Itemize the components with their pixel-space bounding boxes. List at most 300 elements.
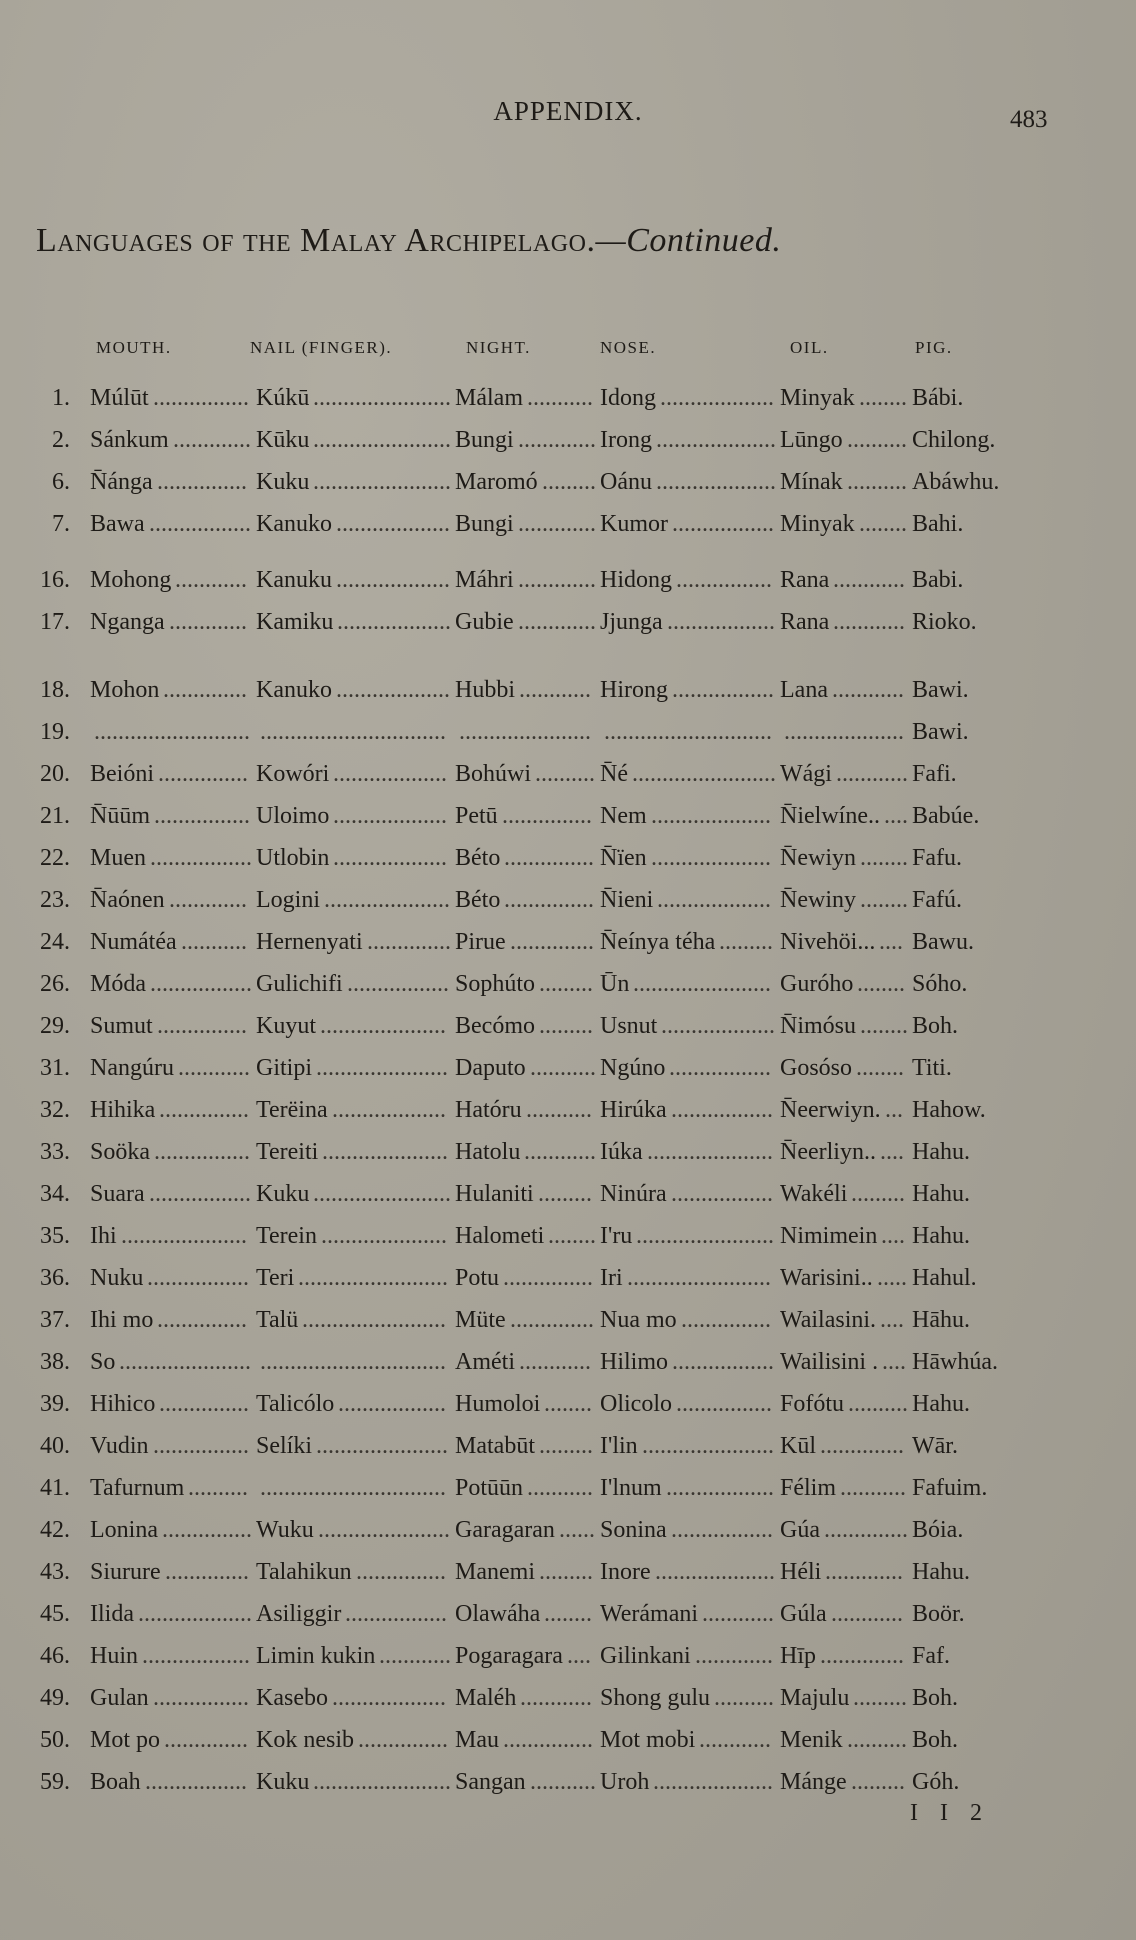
table-row bbox=[0, 1685, 1136, 1721]
cell-nose: Nua mo bbox=[600, 1307, 677, 1333]
row-number: 34. bbox=[40, 1181, 70, 1207]
cell-nose: Usnut bbox=[600, 1013, 658, 1039]
leader-dots: .... bbox=[880, 1307, 904, 1333]
cell-mouth: Lonina bbox=[90, 1517, 158, 1543]
cell-mouth: Ihi mo bbox=[90, 1307, 154, 1333]
leader-dots: ......... bbox=[539, 1433, 593, 1459]
cell-oil: N̄imósu bbox=[780, 1013, 857, 1039]
cell-nail: Kuku bbox=[256, 469, 310, 495]
cell-pig: Hahu. bbox=[912, 1223, 970, 1249]
leader-dots: .............. bbox=[164, 1727, 248, 1753]
row-number: 18. bbox=[40, 677, 70, 703]
table-row bbox=[0, 567, 1136, 603]
cell-mouth: N̄ánga bbox=[90, 469, 153, 495]
row-number: 6. bbox=[52, 469, 70, 495]
cell-mouth: Sumut bbox=[90, 1013, 153, 1039]
leader-dots: .................... bbox=[656, 469, 776, 495]
cell-mouth: Hihico bbox=[90, 1391, 156, 1417]
leader-dots: ........................ bbox=[302, 1307, 446, 1333]
row-number: 37. bbox=[40, 1307, 70, 1333]
cell-nail: Limin kukin bbox=[256, 1643, 376, 1669]
cell-pig: Fafu. bbox=[912, 845, 962, 871]
cell-nail: Gulichifi bbox=[256, 971, 343, 997]
cell-nail: Kuku bbox=[256, 1769, 310, 1795]
leader-dots: ............... bbox=[157, 469, 247, 495]
cell-nail: Kowóri bbox=[256, 761, 330, 787]
leader-dots: ........... bbox=[181, 929, 247, 955]
row-number: 39. bbox=[40, 1391, 70, 1417]
leader-dots: ............... bbox=[159, 1391, 249, 1417]
cell-pig: Hahu. bbox=[912, 1559, 970, 1585]
cell-pig: Babi. bbox=[912, 567, 964, 593]
cell-night: Málam bbox=[455, 385, 523, 411]
leader-dots: ....................... bbox=[636, 1223, 774, 1249]
leader-dots: ............ bbox=[524, 1139, 596, 1165]
leader-dots: ................... bbox=[333, 761, 447, 787]
leader-dots: ............. bbox=[518, 511, 596, 537]
cell-nail: Kanuko bbox=[256, 511, 332, 537]
cell-night: Máhri bbox=[455, 567, 514, 593]
leader-dots: ................. bbox=[145, 1769, 247, 1795]
cell-pig: Hāhu. bbox=[912, 1307, 970, 1333]
cell-oil: Gúla bbox=[780, 1601, 827, 1627]
cell-nose: Kumor bbox=[600, 511, 668, 537]
cell-oil: Menik bbox=[780, 1727, 843, 1753]
cell-night: Bohúwi bbox=[455, 761, 532, 787]
leader-dots: ............... bbox=[503, 1265, 593, 1291]
cell-oil: Gúa bbox=[780, 1517, 820, 1543]
cell-nose: N̄ïen bbox=[600, 845, 647, 871]
cell-oil: Wailasini. bbox=[780, 1307, 877, 1333]
cell-mouth: Beióni bbox=[90, 761, 154, 787]
cell-oil: Kūl bbox=[780, 1433, 816, 1459]
leader-dots: .... bbox=[880, 1139, 904, 1165]
table-row bbox=[0, 971, 1136, 1007]
cell-night: Béto bbox=[455, 887, 501, 913]
cell-mouth: Soöka bbox=[90, 1139, 150, 1165]
row-number: 20. bbox=[40, 761, 70, 787]
cell-nose: N̄é bbox=[600, 761, 628, 787]
cell-nail: Utlobin bbox=[256, 845, 330, 871]
row-number: 19. bbox=[40, 719, 70, 745]
cell-oil: Wakéli bbox=[780, 1181, 848, 1207]
leader-dots: .... bbox=[879, 929, 903, 955]
leader-dots: ................. bbox=[149, 511, 251, 537]
cell-nose: N̄ieni bbox=[600, 887, 654, 913]
cell-night: Sangan bbox=[455, 1769, 526, 1795]
leader-dots: ......... bbox=[539, 1559, 593, 1585]
cell-nose: Iúka bbox=[600, 1139, 643, 1165]
leader-dots: ................... bbox=[337, 609, 451, 635]
leader-dots: ..................... bbox=[322, 1139, 448, 1165]
table-row bbox=[0, 803, 1136, 839]
leader-dots: .......... bbox=[535, 761, 595, 787]
cell-pig: Chilong. bbox=[912, 427, 996, 453]
cell-oil: Minyak bbox=[780, 511, 855, 537]
row-number: 21. bbox=[40, 803, 70, 829]
cell-pig: Hahu. bbox=[912, 1139, 970, 1165]
leader-dots: ................. bbox=[150, 845, 252, 871]
leader-dots: ........... bbox=[526, 1097, 592, 1123]
cell-nose: N̄eínya téha bbox=[600, 929, 716, 955]
row-number: 24. bbox=[40, 929, 70, 955]
leader-dots: ................. bbox=[669, 1055, 771, 1081]
cell-mouth: Sánkum bbox=[90, 427, 169, 453]
cell-mouth: Boah bbox=[90, 1769, 141, 1795]
cell-nail: Kamiku bbox=[256, 609, 334, 635]
leader-dots: ............................ bbox=[604, 719, 772, 745]
leader-dots: ......... bbox=[542, 469, 596, 495]
leader-dots: ......... bbox=[853, 1685, 907, 1711]
leader-dots: ............... bbox=[356, 1559, 446, 1585]
leader-dots: ........... bbox=[840, 1475, 906, 1501]
leader-dots: ............ bbox=[519, 677, 591, 703]
leader-dots: ............. bbox=[169, 887, 247, 913]
table-row bbox=[0, 845, 1136, 881]
cell-oil: Wági bbox=[780, 761, 832, 787]
leader-dots: ..................... bbox=[121, 1223, 247, 1249]
leader-dots: ...................... bbox=[642, 1433, 774, 1459]
leader-dots: ................. bbox=[345, 1601, 447, 1627]
leader-dots: ........................ bbox=[632, 761, 776, 787]
leader-dots: ............ bbox=[175, 567, 247, 593]
cell-pig: Góh. bbox=[912, 1769, 960, 1795]
cell-oil: Fofótu bbox=[780, 1391, 845, 1417]
cell-nail: Teri bbox=[256, 1265, 295, 1291]
leader-dots: ............... bbox=[504, 845, 594, 871]
row-number: 38. bbox=[40, 1349, 70, 1375]
row-number: 31. bbox=[40, 1055, 70, 1081]
table-row bbox=[0, 609, 1136, 645]
leader-dots: .......... bbox=[847, 427, 907, 453]
cell-mouth: Nangúru bbox=[90, 1055, 174, 1081]
leader-dots: ............. bbox=[695, 1643, 773, 1669]
leader-dots: ................... bbox=[336, 511, 450, 537]
leader-dots: ..................... bbox=[320, 1013, 446, 1039]
table-row bbox=[0, 1223, 1136, 1259]
cell-nose: I'ru bbox=[600, 1223, 633, 1249]
table-row bbox=[0, 1265, 1136, 1301]
table-row bbox=[0, 1643, 1136, 1679]
running-head: APPENDIX. bbox=[493, 96, 643, 126]
cell-mouth: Tafurnum bbox=[90, 1475, 185, 1501]
leader-dots: ............ bbox=[702, 1601, 774, 1627]
row-number: 26. bbox=[40, 971, 70, 997]
cell-oil: Wailisini . bbox=[780, 1349, 879, 1375]
cell-nail: Kuyut bbox=[256, 1013, 316, 1039]
leader-dots: ............... bbox=[162, 1517, 252, 1543]
cell-pig: Bawi. bbox=[912, 719, 969, 745]
cell-nose: Sonina bbox=[600, 1517, 667, 1543]
cell-pig: Fafú. bbox=[912, 887, 962, 913]
leader-dots: ............. bbox=[518, 609, 596, 635]
cell-pig: Faf. bbox=[912, 1643, 950, 1669]
table-row bbox=[0, 1013, 1136, 1049]
cell-nose: Hirong bbox=[600, 677, 668, 703]
table-row bbox=[0, 1517, 1136, 1553]
cell-night: Humoloi bbox=[455, 1391, 541, 1417]
table-row bbox=[0, 469, 1136, 505]
leader-dots: ........................ bbox=[627, 1265, 771, 1291]
cell-night: Pirue bbox=[455, 929, 506, 955]
cell-pig: Bábi. bbox=[912, 385, 964, 411]
leader-dots: ................. bbox=[149, 1181, 251, 1207]
leader-dots: ........ bbox=[548, 1223, 596, 1249]
leader-dots: ................... bbox=[138, 1601, 252, 1627]
table-title-continued: —Continued. bbox=[595, 222, 782, 259]
leader-dots: .... bbox=[884, 803, 908, 829]
cell-pig: Hāwhúa. bbox=[912, 1349, 998, 1375]
cell-pig: Boh. bbox=[912, 1685, 959, 1711]
row-number: 40. bbox=[40, 1433, 70, 1459]
leader-dots: .................... bbox=[784, 719, 904, 745]
cell-nail: Wuku bbox=[256, 1517, 314, 1543]
leader-dots: ............................... bbox=[260, 719, 446, 745]
cell-night: Mau bbox=[455, 1727, 499, 1753]
leader-dots: ......... bbox=[851, 1769, 905, 1795]
cell-oil: Mínak bbox=[780, 469, 843, 495]
leader-dots: ................. bbox=[671, 1517, 773, 1543]
leader-dots: ............ bbox=[520, 1685, 592, 1711]
row-number: 7. bbox=[52, 511, 70, 537]
leader-dots: ................ bbox=[154, 803, 250, 829]
leader-dots: ................. bbox=[347, 971, 449, 997]
leader-dots: ............. bbox=[173, 427, 251, 453]
cell-oil: Héli bbox=[780, 1559, 822, 1585]
leader-dots: ............... bbox=[502, 803, 592, 829]
cell-night: Daputo bbox=[455, 1055, 526, 1081]
table-row bbox=[0, 1349, 1136, 1385]
leader-dots: .............. bbox=[824, 1517, 908, 1543]
cell-oil: N̄ewiny bbox=[780, 887, 856, 913]
cell-night: Améti bbox=[455, 1349, 515, 1375]
cell-night: Sophúto bbox=[455, 971, 536, 997]
cell-nose: Ūn bbox=[600, 971, 630, 997]
leader-dots: ............. bbox=[518, 427, 596, 453]
cell-mouth: Suara bbox=[90, 1181, 145, 1207]
leader-dots: ............ bbox=[831, 1601, 903, 1627]
cell-mouth: Nuku bbox=[90, 1265, 144, 1291]
leader-dots: ....................... bbox=[313, 427, 451, 453]
cell-nose: Nem bbox=[600, 803, 647, 829]
row-number: 42. bbox=[40, 1517, 70, 1543]
cell-oil: Lana bbox=[780, 677, 828, 703]
cell-nose: Hidong bbox=[600, 567, 672, 593]
leader-dots: ............ bbox=[699, 1727, 771, 1753]
leader-dots: .................... bbox=[651, 845, 771, 871]
cell-pig: Bawu. bbox=[912, 929, 974, 955]
table-row bbox=[0, 1391, 1136, 1427]
table-row bbox=[0, 1727, 1136, 1763]
leader-dots: ..................... bbox=[647, 1139, 773, 1165]
cell-oil: Rana bbox=[780, 609, 830, 635]
table-row bbox=[0, 1601, 1136, 1637]
leader-dots: ................. bbox=[671, 1097, 773, 1123]
cell-nail: Logini bbox=[256, 887, 320, 913]
leader-dots: ................ bbox=[153, 1685, 249, 1711]
leader-dots: ..................... bbox=[321, 1223, 447, 1249]
row-number: 2. bbox=[52, 427, 70, 453]
leader-dots: .................... bbox=[651, 803, 771, 829]
cell-nose: Olicolo bbox=[600, 1391, 672, 1417]
leader-dots: .......... bbox=[847, 469, 907, 495]
cell-nail: Kuku bbox=[256, 1181, 310, 1207]
cell-pig: Fafi. bbox=[912, 761, 957, 787]
leader-dots: ................... bbox=[660, 385, 774, 411]
row-number: 49. bbox=[40, 1685, 70, 1711]
cell-mouth: Bawa bbox=[90, 511, 145, 537]
signature-mark: I I 2 bbox=[910, 1800, 990, 1826]
leader-dots: ......... bbox=[539, 971, 593, 997]
cell-nail: Kanuku bbox=[256, 567, 332, 593]
leader-dots: ................... bbox=[336, 567, 450, 593]
cell-mouth: Muen bbox=[90, 845, 146, 871]
cell-night: Becómo bbox=[455, 1013, 535, 1039]
cell-pig: Fafuim. bbox=[912, 1475, 988, 1501]
cell-nose: Jjunga bbox=[600, 609, 663, 635]
leader-dots: ...................... bbox=[459, 719, 591, 745]
leader-dots: .......... bbox=[847, 1727, 907, 1753]
leader-dots: ............... bbox=[504, 887, 594, 913]
cell-nose: Mot mobi bbox=[600, 1727, 696, 1753]
cell-oil: Gosóso bbox=[780, 1055, 853, 1081]
table-row bbox=[0, 1475, 1136, 1511]
cell-nose: Shong gulu bbox=[600, 1685, 711, 1711]
leader-dots: ................... bbox=[657, 887, 771, 913]
cell-pig: Hahu. bbox=[912, 1391, 970, 1417]
cell-oil: Lūngo bbox=[780, 427, 843, 453]
cell-night: Garagaran bbox=[455, 1517, 555, 1543]
leader-dots: ............... bbox=[159, 1097, 249, 1123]
leader-dots: .............. bbox=[510, 929, 594, 955]
cell-night: Maléh bbox=[455, 1685, 517, 1711]
cell-night: Potu bbox=[455, 1265, 500, 1291]
leader-dots: .......................... bbox=[94, 719, 250, 745]
cell-nail: Terëina bbox=[256, 1097, 328, 1123]
leader-dots: ................. bbox=[672, 1349, 774, 1375]
cell-night: Halometi bbox=[455, 1223, 545, 1249]
cell-nose: Iri bbox=[600, 1265, 623, 1291]
cell-pig: Bóia. bbox=[912, 1517, 964, 1543]
leader-dots: ................ bbox=[676, 567, 772, 593]
cell-mouth: Huin bbox=[90, 1643, 138, 1669]
cell-pig: Hahu. bbox=[912, 1181, 970, 1207]
leader-dots: .......... bbox=[848, 1391, 908, 1417]
cell-oil: N̄ielwíne.. bbox=[780, 803, 880, 829]
leader-dots: ............... bbox=[157, 1307, 247, 1333]
leader-dots: ................ bbox=[153, 385, 249, 411]
row-number: 1. bbox=[52, 385, 70, 411]
table-row bbox=[0, 929, 1136, 965]
leader-dots: .................... bbox=[655, 1559, 775, 1585]
cell-nail: Kanuko bbox=[256, 677, 332, 703]
leader-dots: ...................... bbox=[119, 1349, 251, 1375]
row-number: 59. bbox=[40, 1769, 70, 1795]
leader-dots: .............. bbox=[510, 1307, 594, 1333]
cell-oil: Hīp bbox=[780, 1643, 816, 1669]
cell-night: Matabūt bbox=[455, 1433, 535, 1459]
cell-mouth: Móda bbox=[90, 971, 146, 997]
leader-dots: ........... bbox=[530, 1055, 596, 1081]
cell-night: Bungi bbox=[455, 511, 514, 537]
leader-dots: ............ bbox=[379, 1643, 451, 1669]
leader-dots: .... bbox=[882, 1349, 906, 1375]
cell-oil: Mánge bbox=[780, 1769, 847, 1795]
row-number: 33. bbox=[40, 1139, 70, 1165]
cell-nose: Ninúra bbox=[600, 1181, 667, 1207]
leader-dots: ............................... bbox=[260, 1475, 446, 1501]
row-number: 43. bbox=[40, 1559, 70, 1585]
cell-nail: Tereiti bbox=[256, 1139, 319, 1165]
cell-pig: Babúe. bbox=[912, 803, 980, 829]
leader-dots: ........... bbox=[527, 1475, 593, 1501]
column-header-mouth: MOUTH. bbox=[96, 338, 172, 357]
cell-oil: N̄ewiyn bbox=[780, 845, 856, 871]
cell-nail: Kúkū bbox=[256, 385, 310, 411]
cell-nail: Terein bbox=[256, 1223, 317, 1249]
leader-dots: .... bbox=[567, 1643, 591, 1669]
table-row bbox=[0, 1055, 1136, 1091]
leader-dots: .................... bbox=[653, 1769, 773, 1795]
leader-dots: ........... bbox=[530, 1769, 596, 1795]
column-header-oil: OIL. bbox=[790, 338, 829, 357]
cell-nail: Asiliggir bbox=[256, 1601, 342, 1627]
table-row bbox=[0, 677, 1136, 713]
cell-night: Manemi bbox=[455, 1559, 535, 1585]
cell-mouth: Numátéa bbox=[90, 929, 177, 955]
leader-dots: ................... bbox=[332, 1685, 446, 1711]
leader-dots: ................ bbox=[676, 1391, 772, 1417]
cell-pig: Bawi. bbox=[912, 677, 969, 703]
cell-pig: Bahi. bbox=[912, 511, 964, 537]
leader-dots: ........ bbox=[859, 385, 907, 411]
leader-dots: ...................... bbox=[318, 1517, 450, 1543]
leader-dots: ...................... bbox=[316, 1055, 448, 1081]
cell-mouth: Ihi bbox=[90, 1223, 117, 1249]
leader-dots: ................. bbox=[150, 971, 252, 997]
leader-dots: ......... bbox=[538, 1181, 592, 1207]
table-row bbox=[0, 1139, 1136, 1175]
cell-mouth: Múlūt bbox=[90, 385, 149, 411]
cell-nose: I'lin bbox=[600, 1433, 638, 1459]
leader-dots: .... bbox=[881, 1223, 905, 1249]
table-title-main: Languages of the Malay Archipelago. bbox=[36, 222, 596, 259]
row-number: 23. bbox=[40, 887, 70, 913]
leader-dots: ............. bbox=[169, 609, 247, 635]
leader-dots: ............ bbox=[519, 1349, 591, 1375]
cell-night: Petū bbox=[455, 803, 498, 829]
cell-night: Béto bbox=[455, 845, 501, 871]
leader-dots: ............... bbox=[157, 1013, 247, 1039]
leader-dots: .............. bbox=[163, 677, 247, 703]
row-number: 16. bbox=[40, 567, 70, 593]
leader-dots: .............. bbox=[165, 1559, 249, 1585]
row-number: 17. bbox=[40, 609, 70, 635]
cell-night: Hubbi bbox=[455, 677, 515, 703]
cell-mouth: Gulan bbox=[90, 1685, 149, 1711]
cell-mouth: Vudin bbox=[90, 1433, 149, 1459]
cell-oil: Nivehöi... bbox=[780, 929, 876, 955]
leader-dots: ........ bbox=[856, 1055, 904, 1081]
leader-dots: ......... bbox=[539, 1013, 593, 1039]
cell-night: Bungi bbox=[455, 427, 514, 453]
cell-pig: Rioko. bbox=[912, 609, 977, 635]
leader-dots: ......... bbox=[851, 1181, 905, 1207]
cell-nose: Gilinkani bbox=[600, 1643, 691, 1669]
cell-night: Potūūn bbox=[455, 1475, 524, 1501]
leader-dots: ........ bbox=[857, 971, 905, 997]
cell-pig: Boör. bbox=[912, 1601, 965, 1627]
